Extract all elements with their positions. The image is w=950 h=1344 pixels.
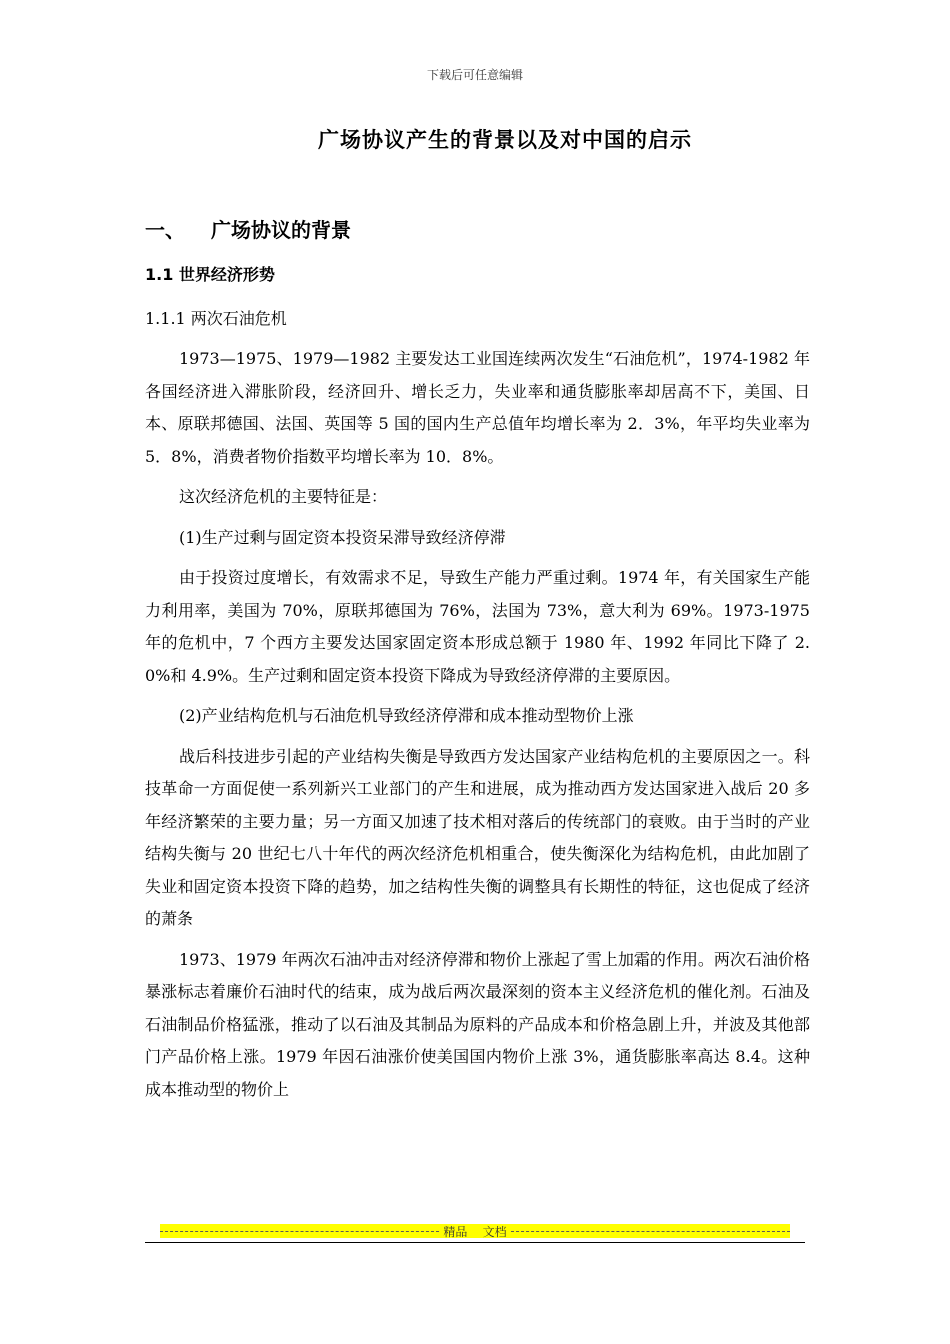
body-text <box>145 343 810 1114</box>
paragraph: 1973、1979 年两次石油冲击对经济停滞和物价上涨起了雪上加霜的作用。两次石油价格暴涨标志着廉价石油时代的结束，成为战后两次最深刻的资本主义经济危机的催化剂。石油及石油制品价格猛涨，推动了以石油及其制品为原料的产品成本和价格急剧上升，并波及其他部门产品价格上涨。1979 年因石油涨价使美国国内物价上涨 3%，通货膨胀率高达 8.4。这种成本推动型的物价上 <box>145 949 810 1099</box>
footer-label: 精品 文档 <box>443 1224 507 1239</box>
paragraph: 1973—1975、1979—1982 主要发达工业国连续两次发生“石油危机”，1974-1982 年各国经济进入滞胀阶段，经济回升、增长乏力，失业率和通货膨胀率却居高不下，美国、日本、原联邦德国、法国、英国等 5 国的国内生产总值年均增长率为 2．3%，年平均失业率为 5．8%，消费者物价指数平均增长率为 10．8%。 <box>145 349 810 466</box>
footer-dash-right <box>511 1231 790 1232</box>
section-number: 一、 <box>145 218 185 242</box>
section-heading <box>145 214 351 243</box>
footer-rule <box>145 1242 805 1243</box>
paragraph: 这次经济危机的主要特征是： <box>179 487 388 506</box>
document-title: 广场协议产生的背景以及对中国的启示 <box>318 128 692 152</box>
paragraph: (1)生产过剩与固定资本投资呆滞导致经济停滞 <box>179 527 506 547</box>
section-title: 广场协议的背景 <box>211 218 351 242</box>
subsection-heading: 1.1 世界经济形势 <box>145 265 275 284</box>
paragraph: (2)产业结构危机与石油危机导致经济停滞和成本推动型物价上涨 <box>179 706 634 725</box>
subsubsection-heading: 1.1.1 两次石油危机 <box>145 309 287 328</box>
footer-banner <box>160 1224 790 1238</box>
header-note: 下载后可任意编辑 <box>426 68 523 82</box>
paragraph: 由于投资过度增长，有效需求不足，导致生产能力严重过剩。1974 年，有关国家生产能力利用率，美国为 70%，原联邦德国为 76%，法国为 73%，意大利为 69%。1973-1975 年的危机中，7 个西方主要发达国家固定资本形成总额于 1980 年、1992 年同比下降了 2.0%和 4.9%。生产过剩和固定资本投资下降成为导致经济停滞的主要原因。 <box>145 568 810 685</box>
footer-dash-left <box>160 1231 439 1232</box>
paragraph: 战后科技进步引起的产业结构失衡是导致西方发达国家产业结构危机的主要原因之一。科技革命一方面促使一系列新兴工业部门的产生和进展，成为推动西方发达国家进入战后 20 多年经济繁荣的主要力量；另一方面又加速了技术相对落后的传统部门的衰败。由于当时的产业结构失衡与 20 世纪七八十年代的两次经济危机相重合，使失衡深化为结构危机，由此加剧了失业和固定资本投资下降的趋势，加之结构性失衡的调整具有长期性的特征，这也促成了经济的萧条 <box>145 746 810 928</box>
